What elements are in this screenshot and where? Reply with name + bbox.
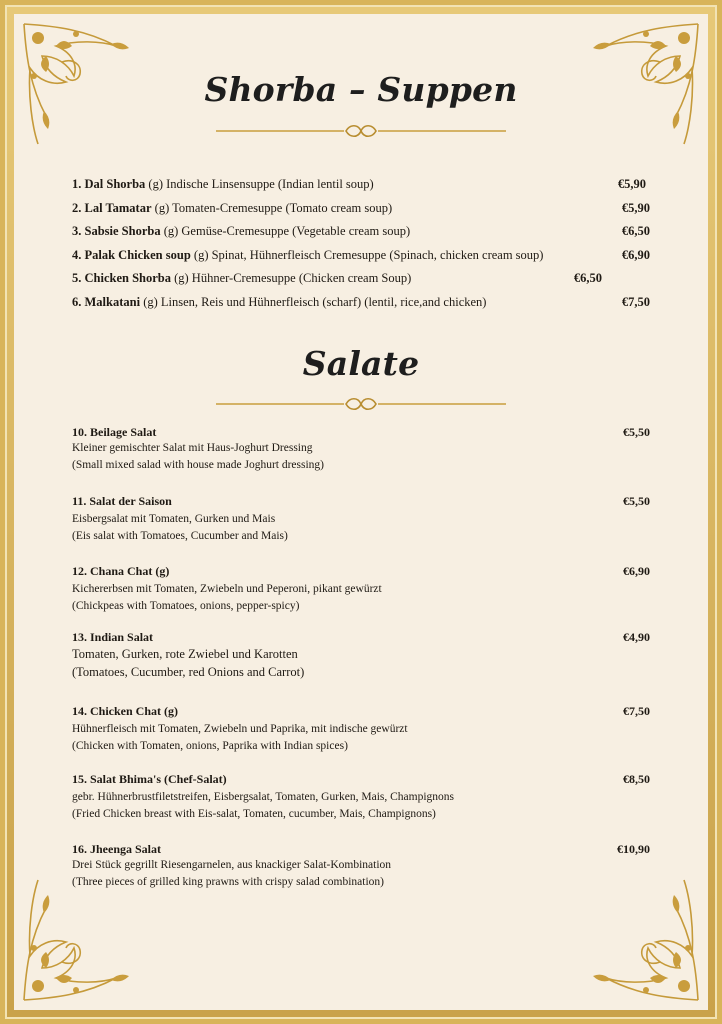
soup-price: €6,50 — [621, 224, 650, 238]
divider-ornament-icon — [216, 123, 506, 139]
salad-name: 11. Salat der Saison — [72, 494, 172, 508]
salad-description-de: Eisbergsalat mit Tomaten, Gurken und Mais — [72, 513, 276, 525]
salad-price: €6,90 — [623, 564, 650, 578]
corner-ornament-icon — [16, 878, 146, 1008]
salad-description-de: Drei Stück gegrillt Riesengarnelen, aus knackiger Salat-Kombination — [72, 859, 392, 871]
salad-description-de: Kichererbsen mit Tomaten, Zwiebeln und Peperoni, pikant gewürzt — [72, 583, 382, 595]
salad-item — [72, 703, 650, 755]
soup-description: (g) Spinat, Hühnerfleisch Cremesuppe (Spinach, chicken cream soup) — [190, 248, 544, 262]
salad-description-en: (Tomatoes, Cucumber, red Onions and Carrot) — [72, 665, 305, 679]
soup-name: 2. Lal Tamatar — [72, 201, 152, 215]
salad-name: 13. Indian Salat — [72, 630, 154, 644]
soup-name: 1. Dal Shorba — [72, 177, 146, 191]
soup-name: 5. Chicken Shorba — [72, 271, 171, 285]
soup-item — [72, 200, 650, 216]
salad-name: 10. Beilage Salat — [72, 425, 157, 439]
salad-name: 12. Chana Chat (g) — [72, 564, 170, 578]
salad-item — [72, 841, 650, 891]
salad-item — [72, 563, 650, 615]
salad-item — [72, 424, 650, 474]
salad-description-en: (Chicken with Tomaten, onions, Paprika with Indian spices) — [72, 740, 348, 752]
soup-description: (g) Tomaten-Cremesuppe (Tomato cream soup) — [151, 201, 393, 215]
soup-name: 3. Sabsie Shorba — [72, 224, 161, 238]
soup-item — [72, 294, 650, 310]
shorba-section-title: Shorba – Suppen — [204, 70, 518, 109]
soup-name: 4. Palak Chicken soup — [72, 248, 191, 262]
salad-description-en: (Eis salat with Tomatoes, Cucumber and Mais) — [72, 530, 288, 542]
salad-description-de: Tomaten, Gurken, rote Zwiebel und Karotten — [72, 647, 298, 661]
salad-name: 14. Chicken Chat (g) — [72, 704, 179, 718]
soup-name: 6. Malkatani — [72, 295, 141, 309]
salad-description-de: Kleiner gemischter Salat mit Haus-Joghurt Dressing — [72, 442, 313, 454]
corner-ornament-icon — [576, 878, 706, 1008]
salad-price: €5,50 — [623, 425, 650, 439]
soup-price: €6,90 — [621, 248, 650, 262]
salad-price: €10,90 — [617, 842, 650, 856]
salad-name: 15. Salat Bhima's (Chef-Salat) — [72, 772, 227, 786]
salad-price: €7,50 — [623, 704, 650, 718]
salad-description-en: (Three pieces of grilled king prawns with crispy salad combination) — [72, 876, 385, 888]
salad-description-en: (Chickpeas with Tomatoes, onions, pepper-spicy) — [72, 600, 300, 612]
salad-item — [72, 629, 650, 681]
salad-description-en: (Small mixed salad with house made Joghurt dressing) — [72, 459, 325, 471]
soup-description: (g) Indische Linsensuppe (Indian lentil soup) — [145, 177, 374, 191]
soup-item — [72, 176, 650, 192]
salad-description-de: Hühnerfleisch mit Tomaten, Zwiebeln und Paprika, mit indische gewürzt — [72, 723, 408, 735]
salad-name: 16. Jheenga Salat — [72, 842, 162, 856]
soup-description: (g) Hühner-Cremesuppe (Chicken cream Soup) — [170, 271, 412, 285]
salad-description-de: gebr. Hühnerbrustfiletstreifen, Eisbergsalat, Tomaten, Gurken, Mais, Champignons — [72, 791, 455, 803]
salate-section-title: Salate — [302, 344, 420, 383]
soup-price: €5,90 — [621, 201, 650, 215]
salad-description-en: (Fried Chicken breast with Eis-salat, Tomaten, cucumber, Mais, Champignons) — [72, 808, 436, 820]
soup-description: (g) Gemüse-Cremesuppe (Vegetable cream soup) — [160, 224, 411, 238]
soup-price: €6,50 — [573, 271, 602, 285]
soup-item — [72, 270, 650, 286]
soup-item — [72, 223, 650, 239]
soup-price: €7,50 — [621, 295, 650, 309]
salad-item — [72, 771, 650, 823]
soup-description: (g) Linsen, Reis und Hühnerfleisch (scharf) (lentil, rice,and chicken) — [140, 295, 487, 309]
soup-price: €5,90 — [617, 177, 646, 191]
salad-price: €4,90 — [623, 630, 650, 644]
salad-price: €8,50 — [623, 772, 650, 786]
salad-price: €5,50 — [623, 494, 650, 508]
salad-item — [72, 493, 650, 545]
divider-ornament-icon — [216, 396, 506, 412]
soup-item — [72, 247, 650, 263]
